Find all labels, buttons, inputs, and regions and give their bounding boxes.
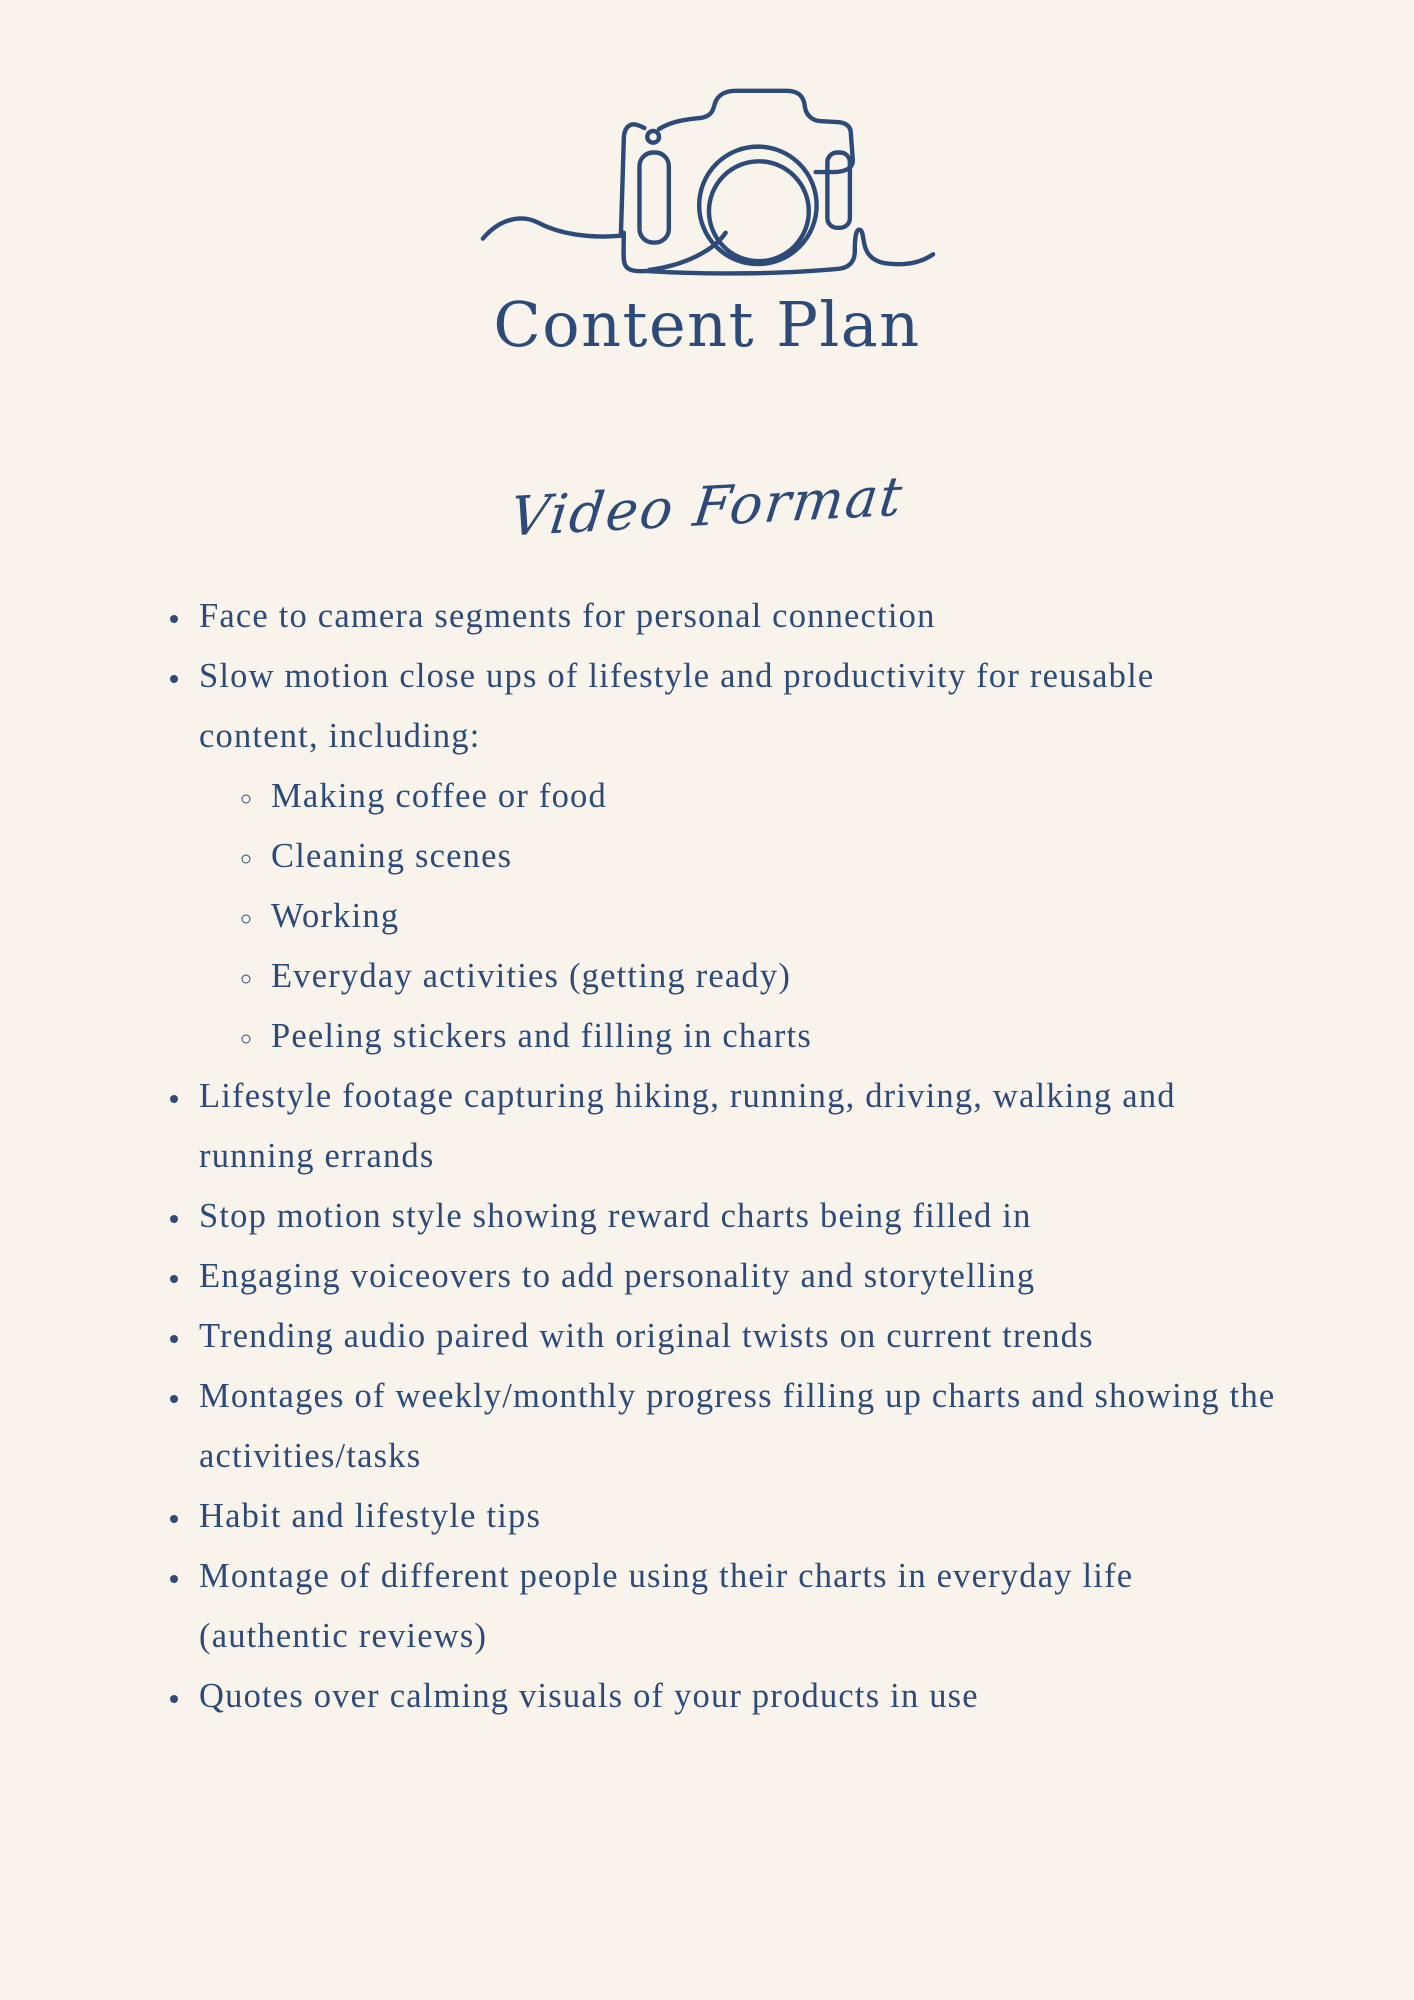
list-item-text: Slow motion close ups of lifestyle and productivity for reusable content, including: <box>199 657 1155 756</box>
camera-line-art-icon <box>477 66 937 284</box>
sub-list-item <box>265 766 1251 826</box>
list-item <box>193 1666 1279 1726</box>
list-item-text: Face to camera segments for personal connection <box>199 597 936 636</box>
sub-list-item-text: Making coffee or food <box>271 777 607 816</box>
list-item-text: Habit and lifestyle tips <box>199 1497 542 1536</box>
section-heading-video-format: Video Format <box>506 464 908 549</box>
sub-list-item-text: Peeling stickers and filling in charts <box>271 1017 812 1056</box>
list-item-text: Montages of weekly/monthly progress filling up charts and showing the activities/tasks <box>199 1377 1276 1476</box>
list-item <box>193 1306 1279 1366</box>
list-item-text: Engaging voiceovers to add personality and storytelling <box>199 1257 1036 1296</box>
sub-list-item <box>265 886 1251 946</box>
list-item <box>193 1246 1279 1306</box>
logo-container <box>0 0 1414 289</box>
page-title: Content Plan <box>493 288 921 361</box>
list-item <box>193 1546 1279 1666</box>
list-item <box>193 1186 1279 1246</box>
list-item-text: Lifestyle footage capturing hiking, running, driving, walking and running errands <box>199 1077 1176 1176</box>
list-item <box>193 1066 1279 1186</box>
list-item <box>193 1486 1279 1546</box>
list-item-text: Trending audio paired with original twists on current trends <box>199 1317 1094 1356</box>
list-item-text: Montage of different people using their charts in everyday life (authentic reviews) <box>199 1557 1134 1656</box>
sub-list-item-text: Everyday activities (getting ready) <box>271 957 792 996</box>
list-item <box>193 586 1279 646</box>
sub-list-item <box>265 826 1251 886</box>
video-format-list <box>0 586 1414 1726</box>
list-item-text: Quotes over calming visuals of your products in use <box>199 1677 979 1716</box>
list-item-text: Stop motion style showing reward charts being filled in <box>199 1197 1032 1236</box>
list-item <box>193 646 1279 1066</box>
sub-list-item-text: Cleaning scenes <box>271 837 513 876</box>
list-item <box>193 1366 1279 1486</box>
sub-list-item <box>265 946 1251 1006</box>
sub-list <box>199 766 1279 1066</box>
sub-list-item <box>265 1006 1251 1066</box>
sub-list-item-text: Working <box>271 897 400 936</box>
